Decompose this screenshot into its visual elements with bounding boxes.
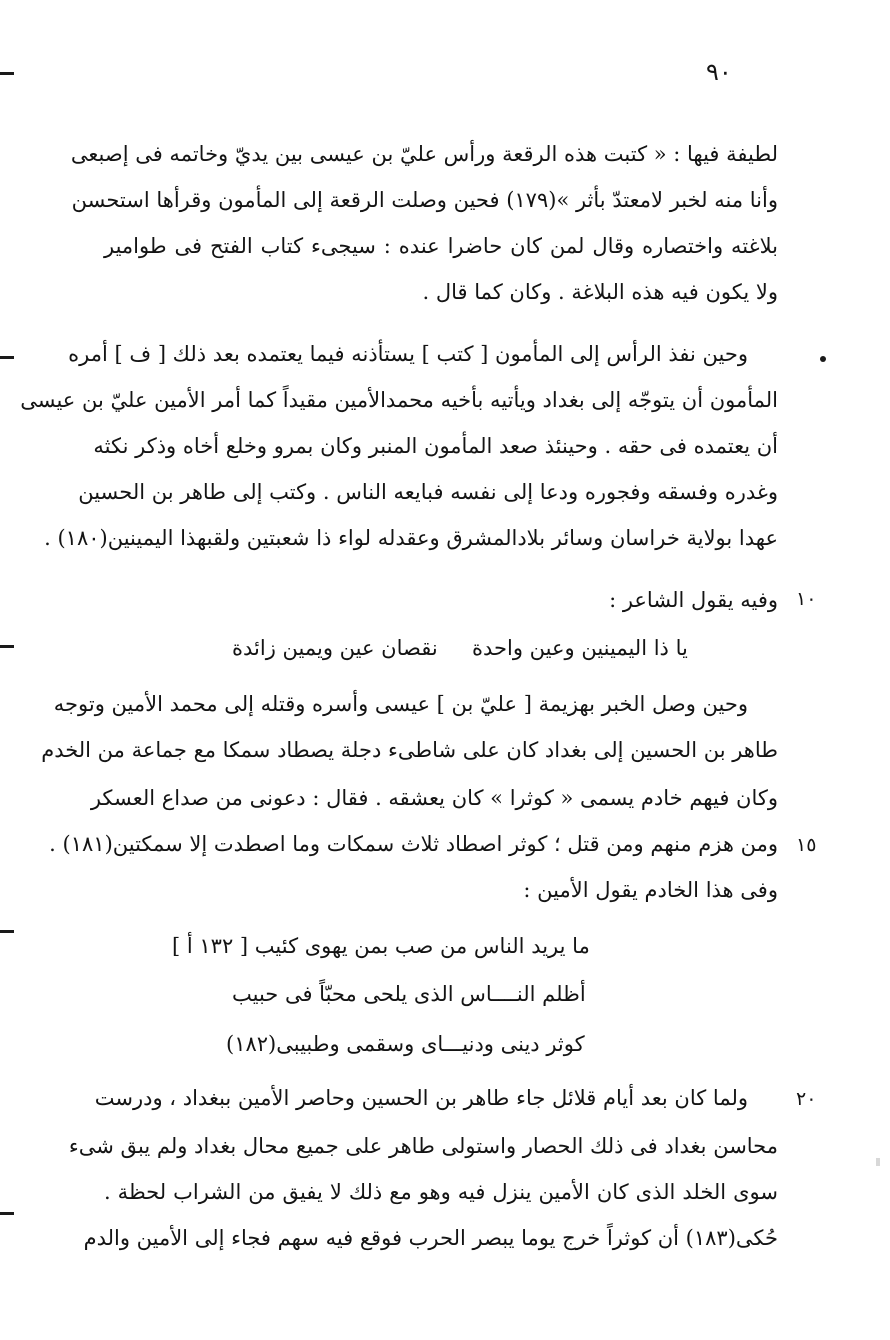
text-line: وغدره وفسقه وفجوره ودعا إلى نفسه فبايعه الناس . وكتب إلى طاهر بن الحسين (78, 480, 778, 504)
text-line: ولا يكون فيه هذه البلاغة . وكان كما قال . (422, 280, 778, 304)
verse-second-hemistich: نقصان عين ويمين زائدة (232, 636, 438, 660)
text-line: سوى الخلد الذى كان الأمين ينزل فيه وهو مع ذلك لا يفيق من الشراب لحظة . (104, 1180, 778, 1204)
verse-line: أظلم النــــاس الذى يلحى محبّاً فى حبيب (232, 982, 586, 1006)
text-line: عهدا بولاية خراسان وسائر بلادالمشرق وعقدله لواء ذا شعبتين ولقبهذا اليمينين(١٨٠) . (44, 526, 778, 550)
text-line: بلاغته واختصاره وقال لمن كان حاضرا عنده : سيجىء كتاب الفتح فى طوامير (104, 234, 778, 258)
text-line: وحين نفذ الرأس إلى المأمون [ كتب ] يستأذنه فيما يعتمده بعد ذلك [ ف ] أمره (68, 342, 748, 366)
text-line: حُكى(١٨٣) أن كوثراً خرج يوما يبصر الحرب فوقع فيه سهم فجاء إلى الأمين والدم (83, 1226, 778, 1250)
text-line: وأنا منه لخبر لامعتدّ بأثر »(١٧٩) فحين وصلت الرقعة إلى المأمون وقرأها استحسن (71, 188, 778, 212)
text-line: طاهر بن الحسين إلى بغداد كان على شاطىء دجلة يصطاد سمكا مع جماعة من الخدم (41, 738, 778, 762)
page-number: ٩٠ (706, 58, 732, 86)
text-line: ولما كان بعد أيام قلائل جاء طاهر بن الحسين وحاصر الأمين ببغداد ، ودرست (94, 1086, 748, 1110)
scan-edge-mark (0, 356, 14, 359)
verse-line: ما يريد الناس من صب بمن يهوى كئيب [ ١٣٢ أ ] (172, 934, 590, 958)
scan-speck (876, 1158, 880, 1166)
text-line: وحين وصل الخبر بهزيمة [ عليّ بن ] عيسى وأسره وقتله إلى محمد الأمين وتوجه (53, 692, 748, 716)
scan-edge-mark (0, 930, 14, 933)
scan-edge-mark (0, 1212, 14, 1215)
text-line: المأمون أن يتوجّه إلى بغداد ويأتيه بأخيه محمدالأمين مقيداً كما أمر الأمين عليّ بن عيسى (20, 388, 778, 412)
verse-first-hemistich: يا ذا اليمينين وعين واحدة (472, 636, 688, 660)
text-line: محاسن بغداد فى ذلك الحصار واستولى طاهر على جميع محال بغداد ولم يبق شىء (68, 1134, 778, 1158)
scan-edge-mark (0, 645, 14, 648)
text-line: أن يعتمده فى حقه . وحينئذ صعد المأمون المنبر وكان بمرو وخلع أخاه وذكر نكثه (93, 434, 778, 458)
verse-line: كوثر دينى ودنيـــاى وسقمى وطبيبى(١٨٢) (226, 1032, 585, 1056)
scan-edge-mark (0, 72, 14, 75)
text-line: لطيفة فيها : « كتبت هذه الرقعة ورأس عليّ بن عيسى بين يديّ وخاتمه فى إصبعى (70, 142, 778, 166)
text-line: وفيه يقول الشاعر : (609, 588, 778, 612)
line-number-margin: ٢٠ (796, 1088, 817, 1110)
line-number-margin: ١٠ (796, 588, 817, 610)
line-number-margin: ١٥ (796, 834, 817, 856)
margin-bullet (820, 356, 826, 362)
text-line: وكان فيهم خادم يسمى « كوثرا » كان يعشقه . فقال : دعونى من صداع العسكر (90, 786, 778, 810)
text-line: وفى هذا الخادم يقول الأمين : (523, 878, 778, 902)
text-line: ومن هزم منهم ومن قتل ؛ كوثر اصطاد ثلاث سمكات وما اصطدت إلا سمكتين(١٨١) . (49, 832, 778, 856)
